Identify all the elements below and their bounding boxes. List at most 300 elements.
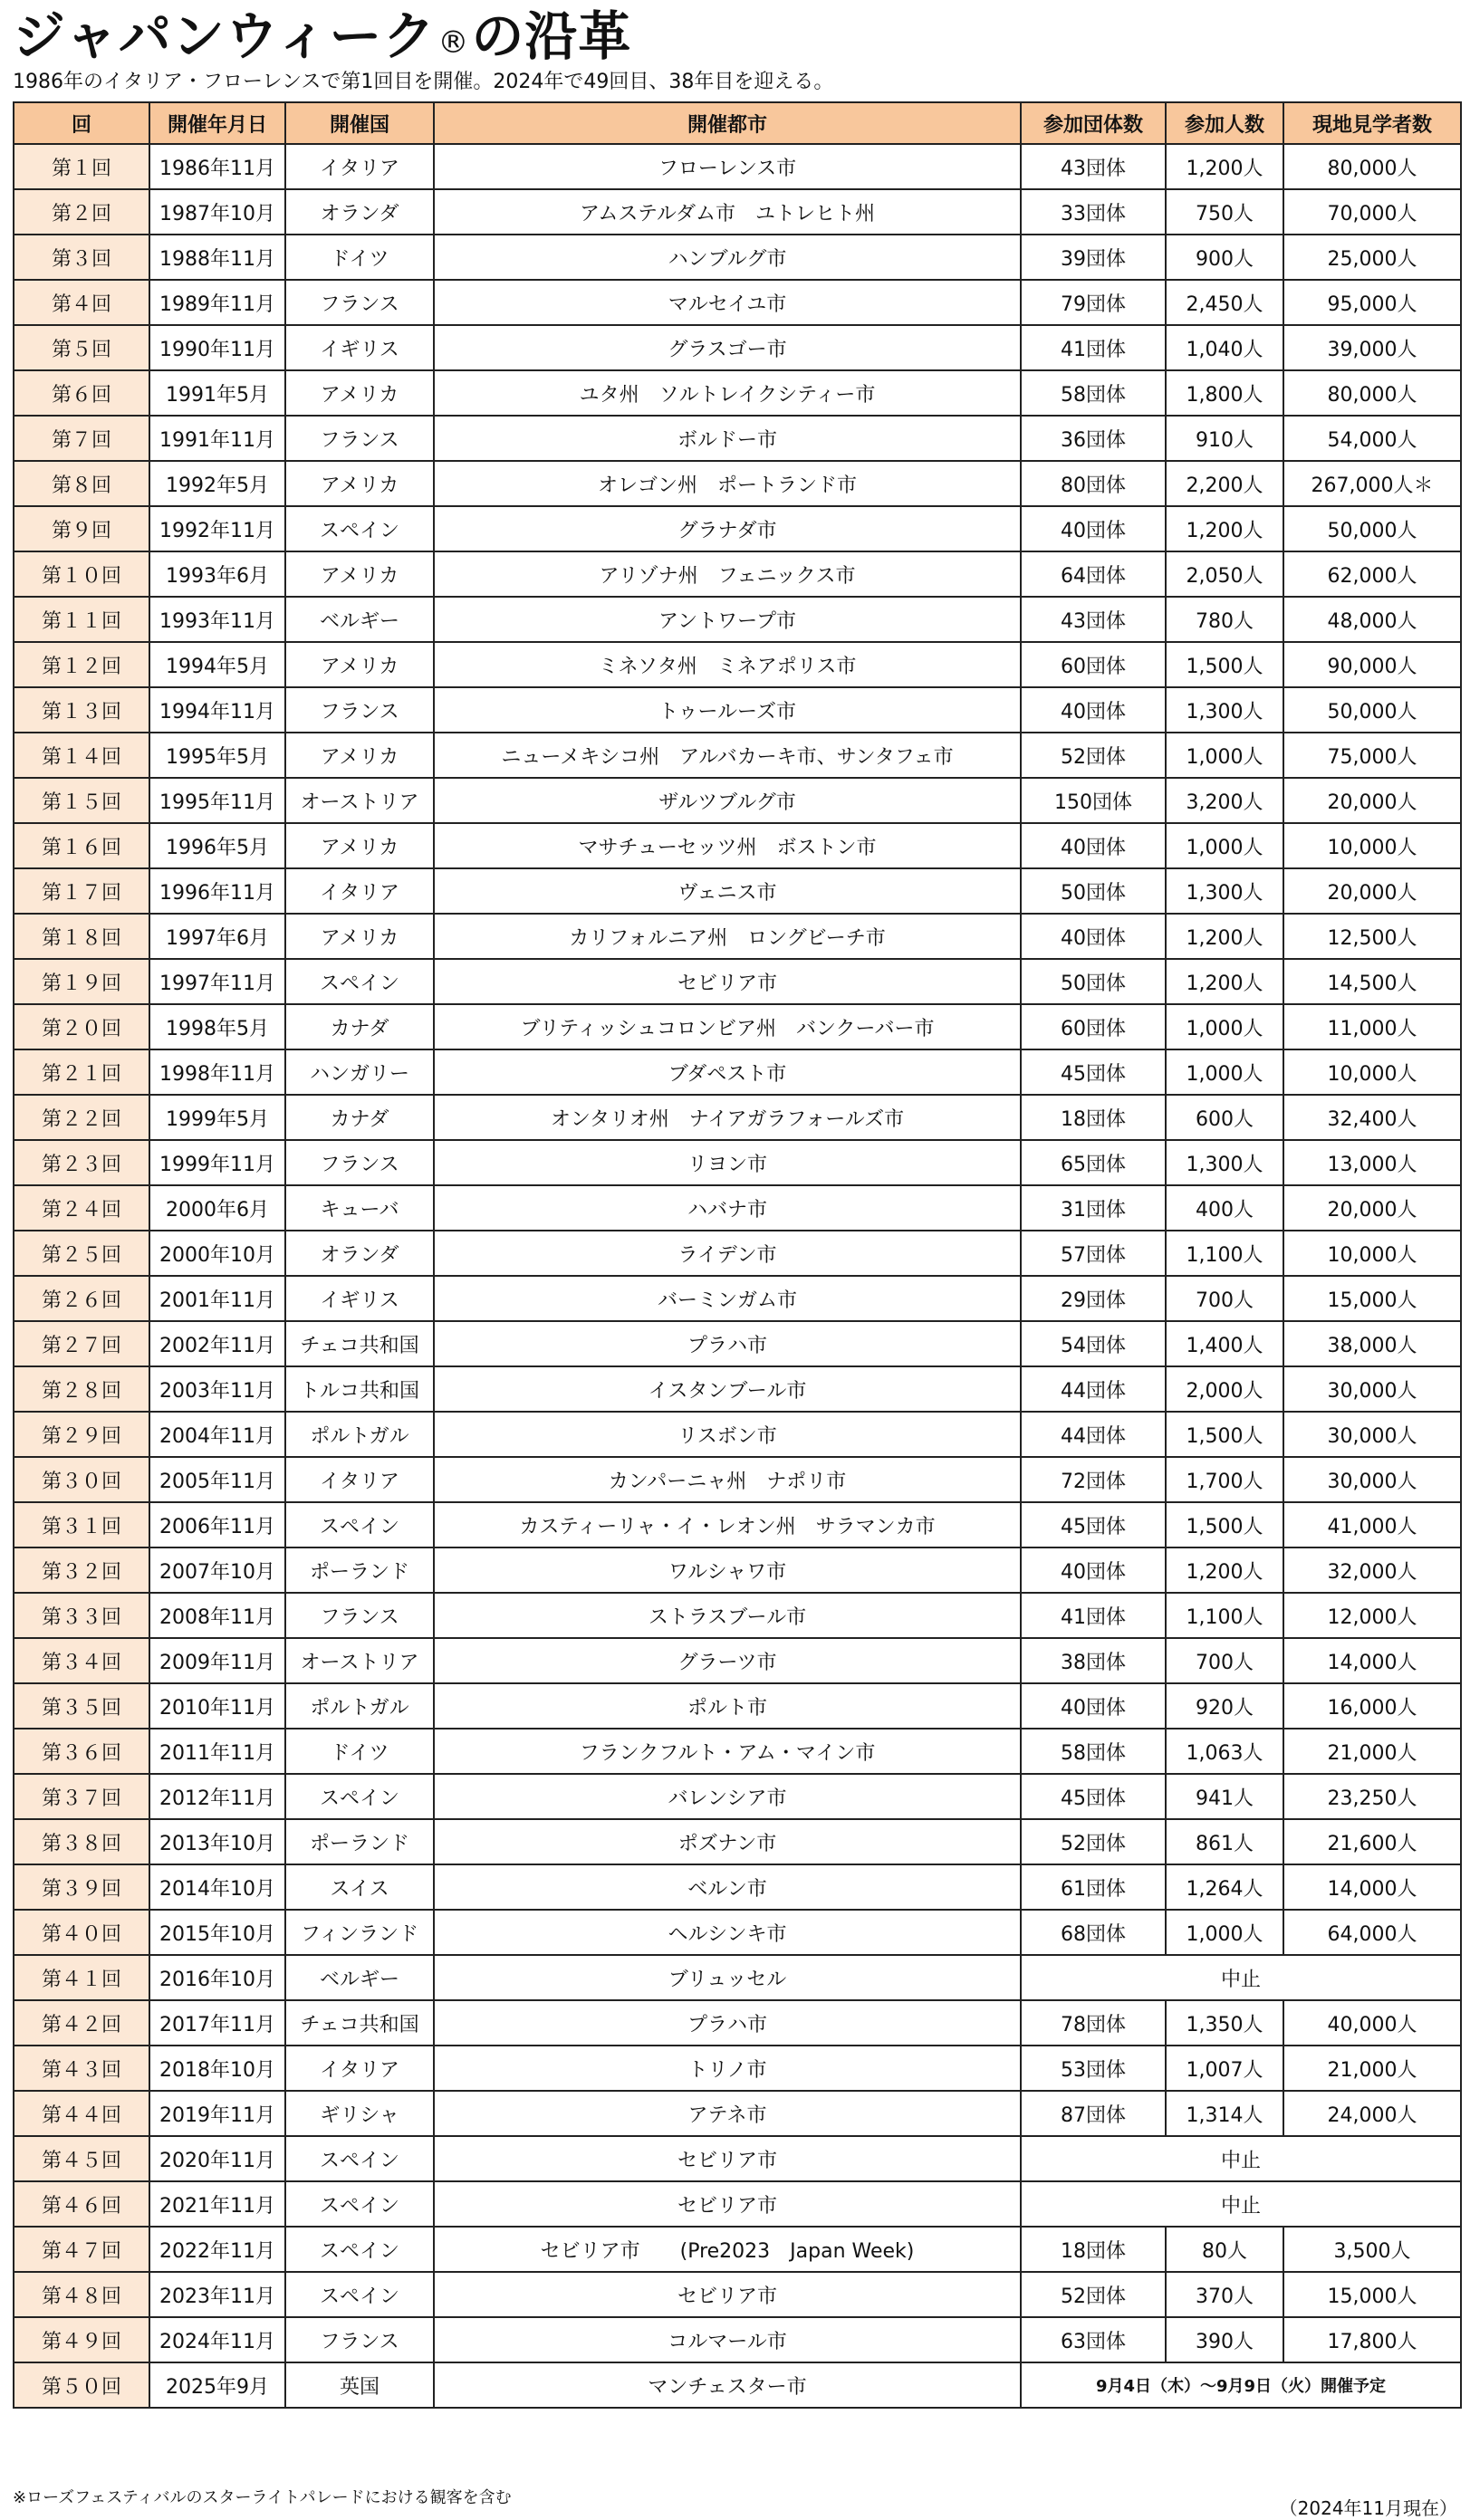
cell-visitors: 40,000人: [1283, 2000, 1461, 2046]
table-row: [14, 2000, 1461, 2046]
cell-country: フランス: [285, 687, 434, 733]
cell-visitors: 14,000人: [1283, 1638, 1461, 1683]
cell-groups: 68団体: [1021, 1910, 1166, 1955]
cell-groups: 40団体: [1021, 1547, 1166, 1593]
status-cell: 中止: [1021, 2181, 1461, 2227]
cell-edition: 第３回: [14, 235, 149, 280]
table-body: [14, 144, 1461, 2408]
history-table: [13, 101, 1462, 2409]
header-row: [14, 102, 1461, 144]
cell-edition: 第１５回: [14, 778, 149, 823]
cell-edition: 第３３回: [14, 1593, 149, 1638]
cell-country: イタリア: [285, 2046, 434, 2091]
cell-visitors: 50,000人: [1283, 687, 1461, 733]
table-row: [14, 868, 1461, 914]
table-row: [14, 1547, 1461, 1593]
cell-country: オランダ: [285, 1231, 434, 1276]
cell-edition: 第３６回: [14, 1729, 149, 1774]
cell-visitors: 32,000人: [1283, 1547, 1461, 1593]
cell-groups: 50団体: [1021, 868, 1166, 914]
cell-date: 1995年5月: [149, 733, 285, 778]
table-row: [14, 1729, 1461, 1774]
cell-visitors: 20,000人: [1283, 1185, 1461, 1231]
header-date: 開催年月日: [149, 102, 285, 144]
cell-country: ドイツ: [285, 235, 434, 280]
cell-city: アリゾナ州 フェニックス市: [434, 551, 1021, 597]
cell-edition: 第１７回: [14, 868, 149, 914]
footnote: ※ローズフェスティバルのスターライトパレードにおける観客を含む: [13, 2488, 512, 2507]
cell-country: ベルギー: [285, 1955, 434, 2000]
cell-participants: 1,314人: [1166, 2091, 1283, 2136]
cell-groups: 50団体: [1021, 959, 1166, 1004]
cell-city: グラナダ市: [434, 506, 1021, 551]
cell-groups: 58団体: [1021, 370, 1166, 416]
table-row: [14, 1774, 1461, 1819]
table-row: [14, 1864, 1461, 1910]
cell-edition: 第４８回: [14, 2272, 149, 2317]
cell-country: スペイン: [285, 2227, 434, 2272]
cell-date: 1994年11月: [149, 687, 285, 733]
cell-edition: 第２２回: [14, 1095, 149, 1140]
cell-country: オランダ: [285, 189, 434, 235]
subtitle: 1986年のイタリア・フローレンスで第1回目を開催。2024年で49回目、38年目を迎える。: [13, 71, 834, 93]
cell-edition: 第３９回: [14, 1864, 149, 1910]
cell-date: 1991年5月: [149, 370, 285, 416]
cell-country: イタリア: [285, 144, 434, 189]
table-row: [14, 1502, 1461, 1547]
cell-country: フィンランド: [285, 1910, 434, 1955]
cell-edition: 第１６回: [14, 823, 149, 868]
cell-groups: 41団体: [1021, 1593, 1166, 1638]
cell-groups: 40団体: [1021, 687, 1166, 733]
cell-visitors: 10,000人: [1283, 1049, 1461, 1095]
table-row: [14, 959, 1461, 1004]
cell-city: ストラスブール市: [434, 1593, 1021, 1638]
header-visitors: 現地見学者数: [1283, 102, 1461, 144]
cell-city: ワルシャワ市: [434, 1547, 1021, 1593]
table-row: [14, 325, 1461, 370]
title-main: ジャパンウィーク: [13, 5, 437, 67]
cell-date: 2023年11月: [149, 2272, 285, 2317]
cell-city: ハンブルグ市: [434, 235, 1021, 280]
cell-edition: 第３８回: [14, 1819, 149, 1864]
cell-participants: 2,200人: [1166, 461, 1283, 506]
table-row: [14, 235, 1461, 280]
cell-date: 2010年11月: [149, 1683, 285, 1729]
table-row: [14, 1049, 1461, 1095]
cell-participants: 750人: [1166, 189, 1283, 235]
cell-visitors: 54,000人: [1283, 416, 1461, 461]
cell-country: アメリカ: [285, 551, 434, 597]
cell-visitors: 24,000人: [1283, 2091, 1461, 2136]
status-cell: 中止: [1021, 1955, 1461, 2000]
cell-visitors: 90,000人: [1283, 642, 1461, 687]
cell-country: イギリス: [285, 325, 434, 370]
cell-participants: 1,100人: [1166, 1231, 1283, 1276]
table-row: [14, 189, 1461, 235]
cell-date: 2018年10月: [149, 2046, 285, 2091]
cell-country: ハンガリー: [285, 1049, 434, 1095]
cell-groups: 64団体: [1021, 551, 1166, 597]
cell-city: バーミンガム市: [434, 1276, 1021, 1321]
cell-visitors: 12,000人: [1283, 1593, 1461, 1638]
cell-date: 1999年11月: [149, 1140, 285, 1185]
cell-country: フランス: [285, 2317, 434, 2362]
cell-visitors: 3,500人: [1283, 2227, 1461, 2272]
cell-date: 2007年10月: [149, 1547, 285, 1593]
cell-groups: 57団体: [1021, 1231, 1166, 1276]
cell-visitors: 267,000人＊: [1283, 461, 1461, 506]
cell-visitors: 48,000人: [1283, 597, 1461, 642]
cell-visitors: 23,250人: [1283, 1774, 1461, 1819]
cell-edition: 第４６回: [14, 2181, 149, 2227]
cell-groups: 44団体: [1021, 1366, 1166, 1412]
cell-country: ポルトガル: [285, 1683, 434, 1729]
cell-city: プラハ市: [434, 1321, 1021, 1366]
cell-groups: 52団体: [1021, 733, 1166, 778]
cell-edition: 第４５回: [14, 2136, 149, 2181]
cell-edition: 第６回: [14, 370, 149, 416]
cell-participants: 400人: [1166, 1185, 1283, 1231]
cell-date: 2000年10月: [149, 1231, 285, 1276]
cell-city: アムステルダム市 ユトレヒト州: [434, 189, 1021, 235]
cell-edition: 第２７回: [14, 1321, 149, 1366]
cell-participants: 1,300人: [1166, 868, 1283, 914]
cell-groups: 39団体: [1021, 235, 1166, 280]
cell-city: ブリュッセル: [434, 1955, 1021, 2000]
cell-country: スペイン: [285, 2181, 434, 2227]
cell-groups: 33団体: [1021, 189, 1166, 235]
cell-country: アメリカ: [285, 642, 434, 687]
cell-city: リヨン市: [434, 1140, 1021, 1185]
cell-country: スペイン: [285, 2136, 434, 2181]
cell-edition: 第５回: [14, 325, 149, 370]
cell-participants: 861人: [1166, 1819, 1283, 1864]
cell-date: 2004年11月: [149, 1412, 285, 1457]
cell-edition: 第４１回: [14, 1955, 149, 2000]
cell-city: イスタンブール市: [434, 1366, 1021, 1412]
cell-country: キューバ: [285, 1185, 434, 1231]
table-row: [14, 2272, 1461, 2317]
cell-country: スペイン: [285, 1774, 434, 1819]
cell-visitors: 20,000人: [1283, 868, 1461, 914]
header-country: 開催国: [285, 102, 434, 144]
cell-edition: 第４回: [14, 280, 149, 325]
cell-city: オンタリオ州 ナイアガラフォールズ市: [434, 1095, 1021, 1140]
cell-participants: 2,000人: [1166, 1366, 1283, 1412]
cell-visitors: 62,000人: [1283, 551, 1461, 597]
cell-groups: 80団体: [1021, 461, 1166, 506]
cell-date: 1999年5月: [149, 1095, 285, 1140]
cell-visitors: 41,000人: [1283, 1502, 1461, 1547]
cell-date: 1992年5月: [149, 461, 285, 506]
table-row: [14, 1412, 1461, 1457]
cell-country: カナダ: [285, 1004, 434, 1049]
cell-date: 1997年11月: [149, 959, 285, 1004]
cell-date: 2001年11月: [149, 1276, 285, 1321]
cell-visitors: 10,000人: [1283, 1231, 1461, 1276]
cell-date: 1989年11月: [149, 280, 285, 325]
cell-city: トリノ市: [434, 2046, 1021, 2091]
cell-country: ドイツ: [285, 1729, 434, 1774]
cell-participants: 1,200人: [1166, 144, 1283, 189]
cell-visitors: 25,000人: [1283, 235, 1461, 280]
cell-city: グラーツ市: [434, 1638, 1021, 1683]
cell-country: スイス: [285, 1864, 434, 1910]
cell-visitors: 21,600人: [1283, 1819, 1461, 1864]
cell-country: スペイン: [285, 1502, 434, 1547]
cell-participants: 1,200人: [1166, 959, 1283, 1004]
cell-date: 1991年11月: [149, 416, 285, 461]
cell-date: 1993年11月: [149, 597, 285, 642]
cell-visitors: 11,000人: [1283, 1004, 1461, 1049]
cell-edition: 第４２回: [14, 2000, 149, 2046]
cell-country: イタリア: [285, 1457, 434, 1502]
cell-participants: 80人: [1166, 2227, 1283, 2272]
table-row: [14, 506, 1461, 551]
table-row: [14, 642, 1461, 687]
cell-edition: 第４０回: [14, 1910, 149, 1955]
cell-city: マサチューセッツ州 ボストン市: [434, 823, 1021, 868]
cell-date: 2019年11月: [149, 2091, 285, 2136]
cell-date: 1996年11月: [149, 868, 285, 914]
cell-city: セビリア市: [434, 959, 1021, 1004]
cell-country: アメリカ: [285, 370, 434, 416]
cell-participants: 3,200人: [1166, 778, 1283, 823]
cell-country: フランス: [285, 1593, 434, 1638]
cell-date: 1994年5月: [149, 642, 285, 687]
cell-country: スペイン: [285, 959, 434, 1004]
cell-country: ギリシャ: [285, 2091, 434, 2136]
cell-groups: 45団体: [1021, 1502, 1166, 1547]
cell-country: ポルトガル: [285, 1412, 434, 1457]
cell-date: 2006年11月: [149, 1502, 285, 1547]
header-edition: 回: [14, 102, 149, 144]
cell-groups: 52団体: [1021, 1819, 1166, 1864]
cell-edition: 第８回: [14, 461, 149, 506]
table-row: [14, 1819, 1461, 1864]
cell-country: フランス: [285, 416, 434, 461]
table-row: [14, 416, 1461, 461]
cell-city: セビリア市: [434, 2272, 1021, 2317]
cell-visitors: 15,000人: [1283, 2272, 1461, 2317]
cell-participants: 900人: [1166, 235, 1283, 280]
cell-country: スペイン: [285, 2272, 434, 2317]
cell-visitors: 12,500人: [1283, 914, 1461, 959]
registered-mark-icon: ®: [437, 24, 470, 61]
cell-country: オーストリア: [285, 1638, 434, 1683]
cell-visitors: 50,000人: [1283, 506, 1461, 551]
cell-city: アテネ市: [434, 2091, 1021, 2136]
table-row: [14, 461, 1461, 506]
cell-edition: 第５０回: [14, 2362, 149, 2408]
cell-visitors: 21,000人: [1283, 1729, 1461, 1774]
cell-participants: 1,264人: [1166, 1864, 1283, 1910]
cell-date: 2013年10月: [149, 1819, 285, 1864]
cell-visitors: 17,800人: [1283, 2317, 1461, 2362]
as-of-date: （2024年11月現在）: [1279, 2497, 1457, 2519]
cell-date: 1993年6月: [149, 551, 285, 597]
cell-edition: 第２回: [14, 189, 149, 235]
table-row: [14, 1910, 1461, 1955]
cell-groups: 41団体: [1021, 325, 1166, 370]
cell-country: ポーランド: [285, 1819, 434, 1864]
cell-participants: 1,200人: [1166, 1547, 1283, 1593]
table-row: [14, 1457, 1461, 1502]
cell-city: オレゴン州 ポートランド市: [434, 461, 1021, 506]
cell-date: 2021年11月: [149, 2181, 285, 2227]
cell-participants: 2,050人: [1166, 551, 1283, 597]
cell-groups: 43団体: [1021, 144, 1166, 189]
cell-country: チェコ共和国: [285, 2000, 434, 2046]
cell-participants: 1,100人: [1166, 1593, 1283, 1638]
cell-edition: 第２４回: [14, 1185, 149, 1231]
table-row: [14, 1593, 1461, 1638]
cell-participants: 910人: [1166, 416, 1283, 461]
cell-groups: 72団体: [1021, 1457, 1166, 1502]
cell-participants: 1,500人: [1166, 642, 1283, 687]
cell-city: フローレンス市: [434, 144, 1021, 189]
cell-date: 2017年11月: [149, 2000, 285, 2046]
cell-participants: 2,450人: [1166, 280, 1283, 325]
table-row: [14, 1004, 1461, 1049]
cell-visitors: 75,000人: [1283, 733, 1461, 778]
cell-edition: 第３４回: [14, 1638, 149, 1683]
table-row: [14, 687, 1461, 733]
cell-country: アメリカ: [285, 823, 434, 868]
cell-date: 2008年11月: [149, 1593, 285, 1638]
cell-country: フランス: [285, 1140, 434, 1185]
cell-city: ライデン市: [434, 1231, 1021, 1276]
cell-date: 2022年11月: [149, 2227, 285, 2272]
cell-date: 2012年11月: [149, 1774, 285, 1819]
cell-groups: 18団体: [1021, 2227, 1166, 2272]
table-row: [14, 733, 1461, 778]
cell-groups: 150団体: [1021, 778, 1166, 823]
cell-country: イギリス: [285, 1276, 434, 1321]
cell-edition: 第２０回: [14, 1004, 149, 1049]
table-row: [14, 280, 1461, 325]
table-row: [14, 370, 1461, 416]
table-row: [14, 551, 1461, 597]
cell-groups: 29団体: [1021, 1276, 1166, 1321]
cell-country: カナダ: [285, 1095, 434, 1140]
table-row: [14, 1683, 1461, 1729]
cell-edition: 第２９回: [14, 1412, 149, 1457]
table-row: [14, 1638, 1461, 1683]
table-row: [14, 2091, 1461, 2136]
cell-groups: 38団体: [1021, 1638, 1166, 1683]
cell-groups: 36団体: [1021, 416, 1166, 461]
cell-visitors: 39,000人: [1283, 325, 1461, 370]
cell-visitors: 30,000人: [1283, 1412, 1461, 1457]
table-row: [14, 1095, 1461, 1140]
cell-country: スペイン: [285, 506, 434, 551]
cell-edition: 第２８回: [14, 1366, 149, 1412]
cell-visitors: 70,000人: [1283, 189, 1461, 235]
cell-edition: 第３１回: [14, 1502, 149, 1547]
cell-participants: 1,000人: [1166, 733, 1283, 778]
cell-city: ミネソタ州 ミネアポリス市: [434, 642, 1021, 687]
table-row: [14, 2181, 1461, 2227]
cell-city: マンチェスター市: [434, 2362, 1021, 2408]
cell-edition: 第２５回: [14, 1231, 149, 1276]
cell-city: ベルン市: [434, 1864, 1021, 1910]
cell-edition: 第１８回: [14, 914, 149, 959]
cell-visitors: 30,000人: [1283, 1366, 1461, 1412]
cell-edition: 第３７回: [14, 1774, 149, 1819]
cell-visitors: 64,000人: [1283, 1910, 1461, 1955]
table-row: [14, 778, 1461, 823]
cell-date: 2002年11月: [149, 1321, 285, 1366]
status-cell: 中止: [1021, 2136, 1461, 2181]
cell-date: 1987年10月: [149, 189, 285, 235]
cell-participants: 941人: [1166, 1774, 1283, 1819]
cell-visitors: 15,000人: [1283, 1276, 1461, 1321]
cell-groups: 40団体: [1021, 823, 1166, 868]
cell-edition: 第２３回: [14, 1140, 149, 1185]
cell-country: ポーランド: [285, 1547, 434, 1593]
cell-city: カンパーニャ州 ナポリ市: [434, 1457, 1021, 1502]
table-row: [14, 1321, 1461, 1366]
table-row: [14, 144, 1461, 189]
cell-visitors: 20,000人: [1283, 778, 1461, 823]
table-row: [14, 1366, 1461, 1412]
cell-date: 2016年10月: [149, 1955, 285, 2000]
cell-city: セビリア市: [434, 2181, 1021, 2227]
cell-date: 1992年11月: [149, 506, 285, 551]
cell-edition: 第４７回: [14, 2227, 149, 2272]
cell-country: アメリカ: [285, 914, 434, 959]
cell-participants: 370人: [1166, 2272, 1283, 2317]
cell-country: トルコ共和国: [285, 1366, 434, 1412]
cell-groups: 60団体: [1021, 1004, 1166, 1049]
cell-visitors: 10,000人: [1283, 823, 1461, 868]
header-city: 開催都市: [434, 102, 1021, 144]
cell-edition: 第１２回: [14, 642, 149, 687]
cell-date: 2011年11月: [149, 1729, 285, 1774]
cell-edition: 第１回: [14, 144, 149, 189]
cell-participants: 1,200人: [1166, 914, 1283, 959]
cell-edition: 第１０回: [14, 551, 149, 597]
cell-visitors: 80,000人: [1283, 370, 1461, 416]
table-row: [14, 914, 1461, 959]
cell-date: 1990年11月: [149, 325, 285, 370]
cell-edition: 第２６回: [14, 1276, 149, 1321]
cell-country: フランス: [285, 280, 434, 325]
cell-country: アメリカ: [285, 733, 434, 778]
cell-country: アメリカ: [285, 461, 434, 506]
cell-city: ヘルシンキ市: [434, 1910, 1021, 1955]
cell-groups: 40団体: [1021, 1683, 1166, 1729]
cell-edition: 第１９回: [14, 959, 149, 1004]
cell-edition: 第３２回: [14, 1547, 149, 1593]
cell-country: オーストリア: [285, 778, 434, 823]
cell-city: アントワープ市: [434, 597, 1021, 642]
header-participants: 参加人数: [1166, 102, 1283, 144]
cell-edition: 第１３回: [14, 687, 149, 733]
cell-groups: 78団体: [1021, 2000, 1166, 2046]
cell-city: フランクフルト・アム・マイン市: [434, 1729, 1021, 1774]
cell-groups: 44団体: [1021, 1412, 1166, 1457]
cell-groups: 43団体: [1021, 597, 1166, 642]
cell-visitors: 30,000人: [1283, 1457, 1461, 1502]
cell-date: 1986年11月: [149, 144, 285, 189]
cell-participants: 600人: [1166, 1095, 1283, 1140]
cell-edition: 第７回: [14, 416, 149, 461]
cell-city: マルセイユ市: [434, 280, 1021, 325]
cell-edition: 第２１回: [14, 1049, 149, 1095]
